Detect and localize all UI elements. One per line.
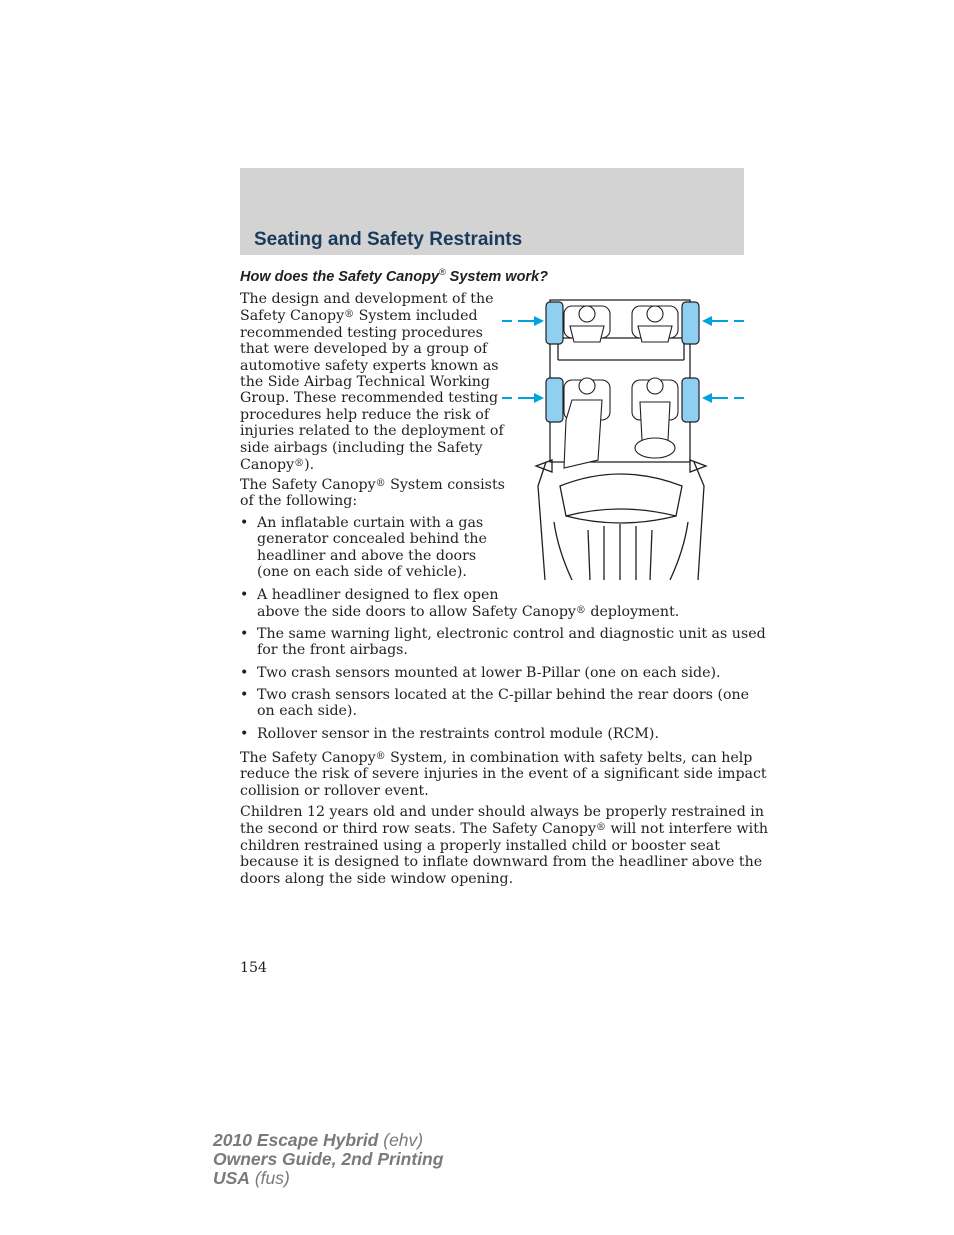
bullet-icon: • — [240, 626, 249, 642]
bullet-icon: • — [240, 687, 249, 703]
text-line: that were developed by a group of — [240, 341, 488, 358]
text-line: The Safety Canopy® System consists — [240, 477, 505, 493]
text-line: A headliner designed to flex open — [257, 587, 499, 603]
text-line: for the front airbags. — [257, 642, 408, 659]
text-line: side airbags (including the Safety — [240, 439, 483, 456]
text-line: Two crash sensors mounted at lower B-Pillar (one on each side). — [257, 665, 721, 681]
bullet-item — [240, 665, 721, 681]
footer-model: 2010 Escape Hybrid — [213, 1130, 379, 1150]
benefit-paragraph — [240, 749, 767, 799]
bullet-item — [240, 726, 659, 742]
bullet-item — [240, 515, 487, 581]
text-line: of the following: — [240, 493, 358, 510]
registered-mark: ® — [439, 267, 446, 277]
text-line: the Side Airbag Technical Working — [240, 374, 490, 391]
text-line: Children 12 years old and under should always be properly restrained in — [240, 804, 764, 820]
text-line: collision or rollover event. — [240, 782, 429, 799]
text-line: recommended testing procedures — [240, 324, 483, 341]
text-line: reduce the risk of severe injuries in the event of a significant side impact — [240, 766, 767, 783]
airbag-front-left — [546, 378, 563, 422]
bullet-item — [240, 587, 679, 621]
vehicle-top-view-diagram — [500, 290, 746, 580]
text-line: The same warning light, electronic control and diagnostic unit as used — [257, 626, 766, 642]
subheading-text-end: System work? — [445, 268, 548, 285]
components-intro — [240, 476, 505, 510]
document-footer — [213, 1131, 443, 1188]
text-line: An inflatable curtain with a gas — [257, 515, 484, 531]
intro-paragraph — [240, 291, 504, 473]
footer-line — [213, 1131, 443, 1150]
text-line: because it is designed to inflate downward from the headliner above the — [240, 854, 763, 871]
footer-model-code: (ehv) — [378, 1130, 424, 1150]
bullet-item — [240, 687, 749, 720]
text-line: Safety Canopy® System included — [240, 308, 478, 325]
text-line: Two crash sensors located at the C-pillar behind the rear doors (one — [257, 687, 750, 703]
text-line: generator concealed behind the — [257, 531, 487, 548]
text-line: headliner and above the doors — [257, 547, 477, 564]
airbag-rear-right — [682, 302, 699, 344]
text-line: children restrained using a properly installed child or booster seat — [240, 837, 720, 854]
text-line: on each side). — [257, 703, 357, 720]
text-line: automotive safety experts known as — [240, 357, 499, 374]
text-line: The Safety Canopy® System, in combination with safety belts, can help — [240, 750, 753, 766]
text-line: above the side doors to allow Safety Canopy® deployment. — [257, 604, 680, 621]
occupant-front-left — [564, 378, 610, 468]
children-paragraph — [240, 804, 768, 887]
page-number: 154 — [240, 960, 268, 976]
bullet-icon: • — [240, 665, 249, 681]
footer-market-code: (fus) — [249, 1168, 290, 1188]
footer-line — [213, 1169, 443, 1188]
occupant-front-right — [632, 378, 678, 458]
text-line: The design and development of the — [240, 291, 494, 307]
subheading — [240, 267, 548, 285]
subheading-text: How does the Safety Canopy — [240, 268, 440, 285]
section-title: Seating and Safety Restraints — [254, 229, 523, 250]
footer-market: USA — [213, 1168, 250, 1188]
text-line: Rollover sensor in the restraints control module (RCM). — [257, 726, 659, 742]
text-line: the second or third row seats. The Safety Canopy® will not interfere with — [240, 821, 769, 838]
section-header-band — [240, 168, 744, 255]
text-line: injuries related to the deployment of — [240, 423, 504, 440]
airbag-rear-left — [546, 302, 563, 344]
bullet-icon: • — [240, 726, 249, 742]
bullet-icon: • — [240, 515, 249, 531]
footer-printing: Owners Guide, 2nd Printing — [213, 1149, 444, 1169]
text-line: procedures help reduce the risk of — [240, 406, 490, 423]
text-line: Group. These recommended testing — [240, 390, 499, 407]
occupant-rear-left — [564, 306, 610, 342]
text-line: doors along the side window opening. — [240, 870, 514, 887]
text-line: (one on each side of vehicle). — [257, 564, 467, 581]
text-line: Canopy®). — [240, 457, 315, 474]
airbag-front-right — [682, 378, 699, 422]
occupant-rear-right — [632, 306, 678, 342]
bullet-item — [240, 626, 766, 659]
bullet-icon: • — [240, 587, 249, 603]
